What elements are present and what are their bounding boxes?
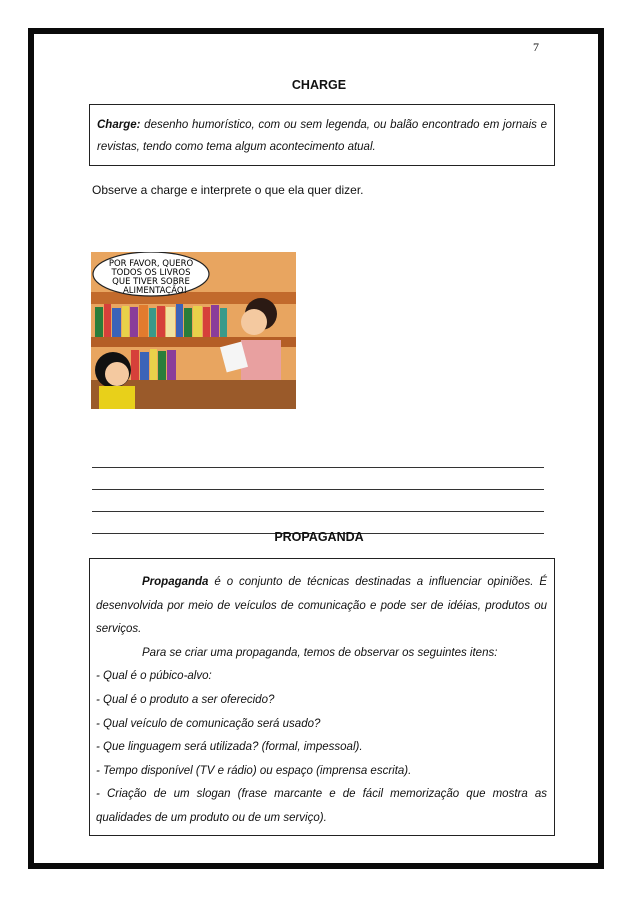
- propaganda-intro: Para se criar uma propaganda, temos de observar os seguintes itens:: [142, 646, 498, 659]
- charge-definition-text: desenho humorístico, com ou sem legenda, ou balão encontrado em jornais e revistas, tendo como tema algum acontecimento atual.: [97, 119, 547, 153]
- propaganda-term: Propaganda: [142, 576, 209, 588]
- answer-line[interactable]: [92, 446, 544, 468]
- propaganda-definition-text: é o conjunto de técnicas destinadas a influenciar opiniões. É desenvolvida por meio de veículos de comunicação e pode ser de idéias, produtos ou serviços.: [96, 576, 547, 636]
- propaganda-item: - Qual é o produto a ser oferecido?: [96, 693, 275, 706]
- speech-bubble-line-3: QUE TIVER SOBRE: [112, 277, 190, 287]
- speech-bubble-line-4: ALIMENTAÇÃO!: [122, 286, 188, 296]
- propaganda-definition: [96, 571, 547, 642]
- speech-bubble-line-1: POR FAVOR, QUERO: [108, 259, 194, 269]
- propaganda-item: - Que linguagem será utilizada? (formal, impessoal).: [96, 741, 363, 754]
- speech-bubble-line-2: TODOS OS LIVROS: [111, 268, 191, 278]
- page-number: 7: [533, 40, 539, 54]
- propaganda-item: - Qual é o púbico-alvo:: [96, 670, 212, 683]
- charge-instruction: Observe a charge e interprete o que ela quer dizer.: [92, 183, 364, 197]
- propaganda-item: - Criação de um slogan (frase marcante e de fácil memorização que mostra as qualidades de um produto ou de um serviço).: [96, 788, 547, 824]
- answer-line[interactable]: [92, 490, 544, 512]
- answer-line[interactable]: [92, 468, 544, 490]
- charge-definition-term: Charge:: [97, 119, 141, 131]
- charge-title: CHARGE: [291, 78, 347, 92]
- propaganda-item: - Qual veículo de comunicação será usado?: [96, 717, 321, 730]
- propaganda-definition-box: [89, 558, 555, 836]
- charge-definition-box: [89, 104, 555, 166]
- answer-lines: [92, 446, 544, 534]
- propaganda-title: PROPAGANDA: [274, 530, 364, 544]
- charge-cartoon-image: [91, 252, 296, 409]
- propaganda-item: - Tempo disponível (TV e rádio) ou espaço (imprensa escrita).: [96, 764, 412, 777]
